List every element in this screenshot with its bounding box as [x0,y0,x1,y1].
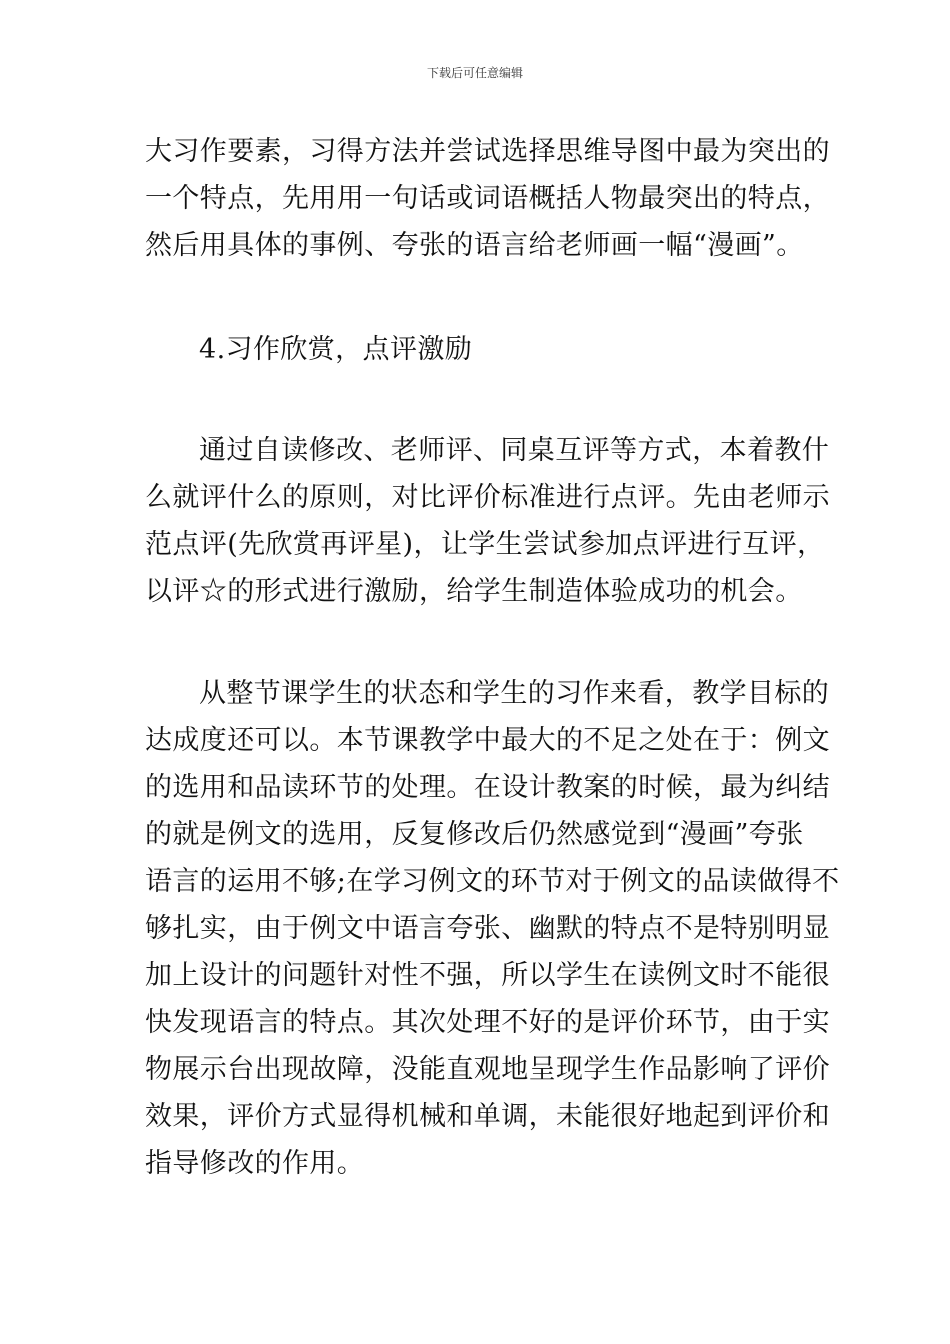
text-line: 的就是例文的选用，反复修改后仍然感觉到“漫画”夸张 [145,819,804,850]
text-line: 以评☆的形式进行激励，给学生制造体验成功的机会。 [145,576,803,607]
page-header-note: 下载后可任意编辑 [426,66,523,80]
paragraph-spacer [145,269,810,326]
paragraph-evaluation [145,427,830,615]
text-line: 物展示台出现故障，没能直观地呈现学生作品影响了评价 [145,1054,830,1085]
text-line: 效果，评价方式显得机械和单调，未能很好地起到评价和 [145,1101,830,1132]
text-line: 大习作要素，习得方法并尝试选择思维导图中最为突出的 [145,136,830,167]
document-body [145,128,840,1187]
text-line: 然后用具体的事例、夸张的语言给老师画一幅“漫画”。 [145,230,804,261]
text-line: 指导修改的作用。 [145,1148,365,1179]
text-line: 通过自读修改、老师评、同桌互评等方式，本着教什 [199,435,830,466]
text-line: 语言的运用不够;在学习例文的环节对于例文的品读做得不 [145,866,840,897]
text-line: 达成度还可以。本节课教学中最大的不足之处在于：例文 [145,725,830,756]
text-line: 么就评什么的原则，对比评价标准进行点评。先由老师示 [145,482,830,513]
text-line: 一个特点，先用用一句话或词语概括人物最突出的特点， [145,183,830,214]
text-line: 的选用和品读环节的处理。在设计教案的时候，最为纠结 [145,772,830,803]
text-line: 范点评(先欣赏再评星)，让学生尝试参加点评进行互评， [145,529,825,560]
paragraph-spacer [145,373,810,427]
paragraph-continuation [145,128,830,269]
text-line: 够扎实，由于例文中语言夸张、幽默的特点不是特别明显 [145,913,830,944]
paragraph-reflection [145,670,840,1187]
text-line: 快发现语言的特点。其次处理不好的是评价环节，由于实 [145,1007,830,1038]
text-line: 加上设计的问题针对性不强，所以学生在读例文时不能很 [145,960,830,991]
text-line: 从整节课学生的状态和学生的习作来看，教学目标的 [199,678,830,709]
section-heading: 4.习作欣赏，点评激励 [199,334,473,365]
paragraph-spacer [145,615,810,670]
